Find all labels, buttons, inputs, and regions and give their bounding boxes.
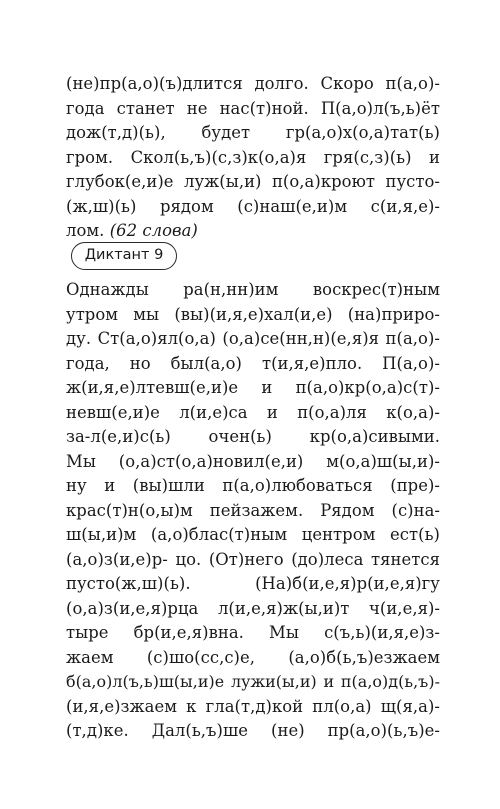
text-line: (о,а)з(и,е,я)рца л(и,е,я)ж(ы,и)т ч(и,е,я)- (66, 598, 440, 618)
top-paragraph (66, 72, 440, 244)
text-line: б(а,о)л(ъ,ь)ш(ы,и)е лужи(ы,и) и п(а,о)д(ь,ъ)- (66, 672, 440, 691)
text-line: ну и (вы)шли п(а,о)любоваться (пре)- (66, 476, 440, 495)
word-count: (62 слова) (109, 221, 198, 240)
text-line: ж(и,я,е)лтевш(е,и)е и п(а,о)кр(о,а)с(т)- (66, 378, 440, 397)
text-line: года, но был(а,о) т(и,я,е)пло. П(а,о)- (66, 353, 440, 373)
text-line: Однажды ра(н,нн)им воскрес(т)ным (66, 280, 440, 299)
text-fragment: лом. (66, 221, 110, 240)
text-line: Мы (о,а)ст(о,а)новил(е,и) м(о,а)ш(ы,и)- (66, 451, 440, 471)
text-line: крас(т)н(о,ы)м пейзажем. Рядом (с)на- (66, 500, 440, 520)
text-line: ш(ы,и)м (а,о)блас(т)ным центром ест(ь) (66, 525, 440, 544)
text-line: глубок(е,и)е луж(ы,и) п(о,а)кроют пусто- (66, 172, 440, 191)
text-line: (т,д)ке. Дал(ь,ъ)ше (не) пр(а,о)(ь,ъ)е- (66, 721, 440, 740)
text-line: (ж,ш)(ь) рядом (с)наш(е,и)м с(и,я,е)- (66, 196, 440, 216)
text-line: невш(е,и)е л(и,е)са и п(о,а)ля к(о,а)- (66, 402, 440, 422)
text-line: (а,о)з(и,е)р- цо. (От)него (до)леса тянется (66, 549, 440, 569)
text-line: (не)пр(а,о)(ъ)длится долго. Скоро п(а,о)- (66, 74, 440, 93)
dictation-title-badge: Диктант 9 (71, 242, 177, 270)
text-line: утром мы (вы)(и,я,е)хал(и,е) (на)приро- (66, 304, 440, 324)
text-line: тыре бр(и,е,я)вна. Мы с(ъ,ь)(и,я,е)з- (66, 623, 440, 642)
text-line: года станет не нас(т)ной. П(а,о)л(ъ,ь)ёт (66, 98, 440, 118)
text-line: (и,я,е)зжаем к гла(т,д)кой пл(о,а) щ(я,а)- (66, 696, 440, 716)
text-line: пусто(ж,ш)(ь). (На)б(и,е,я)р(и,е,я)гу (66, 574, 440, 593)
text-line: ду. Ст(а,о)ял(о,а) (о,а)се(нн,н)(е,я)я п(а,о)- (66, 329, 440, 348)
text-line: за-л(е,и)с(ь) очен(ь) кр(о,а)сивыми. (66, 427, 440, 446)
text-line-last (66, 219, 440, 244)
text-line: дож(т,д)(ь), будет гр(а,о)х(о,а)тат(ь) (66, 123, 440, 142)
text-line: жаем (с)шо(сс,с)е, (а,о)б(ь,ъ)езжаем (66, 647, 440, 667)
main-paragraph (66, 278, 440, 744)
text-line: гром. Скол(ь,ъ)(с,з)к(о,а)я гря(с,з)(ь) и (66, 147, 440, 167)
